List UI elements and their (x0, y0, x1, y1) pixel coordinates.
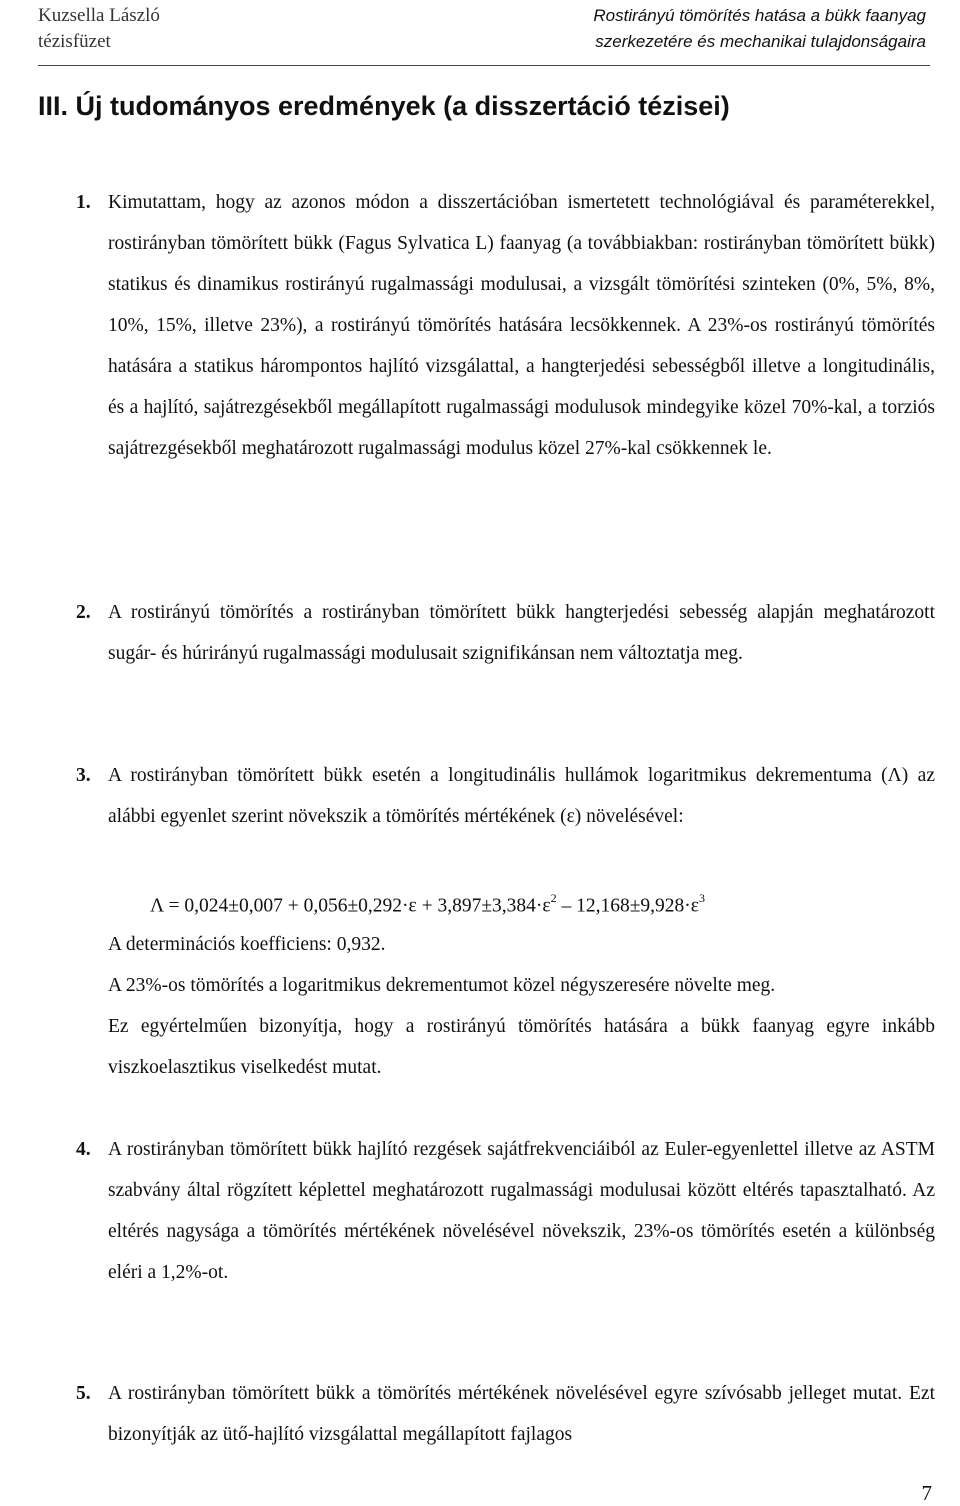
header-left (38, 3, 160, 55)
thesis-3-determination: A determinációs koefficiens: 0,932. (108, 934, 386, 955)
thesis-5-number: 5. (76, 1383, 91, 1404)
thesis-4-text: A rostirányban tömörített bükk hajlító rezgések sajátfrekvenciáiból az Euler-egyenlettel illetve az ASTM szabvány által rögzített képlettel meghatározott rugalmassági modulusai között eltérés tapasztalható. Az eltérés nagysága a tömörítés mértékének növelésével növekszik, 23%-os tömörítés esetén a különbség eléri a 1,2%-ot. (108, 1139, 935, 1283)
decrement-equation (150, 880, 705, 927)
thesis-5-text: A rostirányban tömörített bükk a tömörítés mértékének növelésével egyre szívósabb jelleget mutat. Ezt bizonyítják az ütő-hajlító vizsgálattal megállapított fajlagos (108, 1383, 935, 1445)
header-author: Kuzsella László (38, 5, 160, 26)
header-divider (38, 65, 930, 66)
header-doc-type: tézisfüzet (38, 31, 111, 52)
thesis-1-number: 1. (76, 192, 91, 213)
thesis-3-text: A rostirányban tömörített bükk esetén a longitudinális hullámok logaritmikus dekrementuma (Λ) az alábbi egyenlet szerint növekszik a tömörítés mértékének (ε) növelésével: (108, 765, 935, 827)
section-heading: III. Új tudományos eredmények (a disszertáció tézisei) (38, 91, 730, 121)
thesis-3-conclusion-2: Ez egyértelműen bizonyítja, hogy a rostirányú tömörítés hatására a bükk faanyag egyre inkább viszkoelasztikus viselkedést mutat. (108, 1016, 935, 1078)
thesis-1-text: Kimutattam, hogy az azonos módon a disszertációban ismertetett technológiával és paraméterekkel, rostirányban tömörített bükk (Fagus Sylvatica L) faanyag (a továbbiakban: rostirányban tömörített bükk) statikus és dinamikus rostirányú rugalmassági modulusai, a vizsgált tömörítési szinteken (0%, 5%, 8%, 10%, 15%, illetve 23%), a rostirányú tömörítés hatására lecsökkennek. A 23%-os rostirányú tömörítés hatására a statikus hárompontos hajlító vizsgálattal, a hangterjedési sebességből illetve a longitudinális, és a hajlító, sajátrezgésekből megállapított rugalmassági modulusok mindegyike közel 70%-kal, a torziós sajátrezgésekből meghatározott rugalmassági modulus közel 27%-kal csökkennek le. (108, 192, 935, 459)
thesis-2-number: 2. (76, 602, 91, 623)
thesis-2-text: A rostirányú tömörítés a rostirányban tömörített bükk hangterjedési sebesség alapján meghatározott sugár- és húrirányú rugalmassági modulusait szignifikánsan nem változtatja meg. (108, 602, 935, 664)
equation-lhs: Λ = 0,024±0,007 + 0,056±0,292·ε + 3,897±3,384·ε (150, 895, 551, 917)
thesis-3-number: 3. (76, 765, 91, 786)
header-title-line1: Rostirányú tömörítés hatása a bükk faanyag (593, 6, 926, 25)
equation-exponent-3: 3 (699, 891, 705, 905)
page-number: 7 (921, 1481, 932, 1505)
header-title-line2: szerkezetére és mechanikai tulajdonságaira (595, 32, 926, 51)
equation-exponent-2: 2 (550, 891, 557, 905)
equation-mid: – 12,168±9,928·ε (556, 895, 699, 917)
thesis-4-number: 4. (76, 1139, 91, 1160)
thesis-3-conclusion-1: A 23%-os tömörítés a logaritmikus dekrementumot közel négyszeresére növelte meg. (108, 975, 776, 996)
header-right (593, 3, 926, 55)
